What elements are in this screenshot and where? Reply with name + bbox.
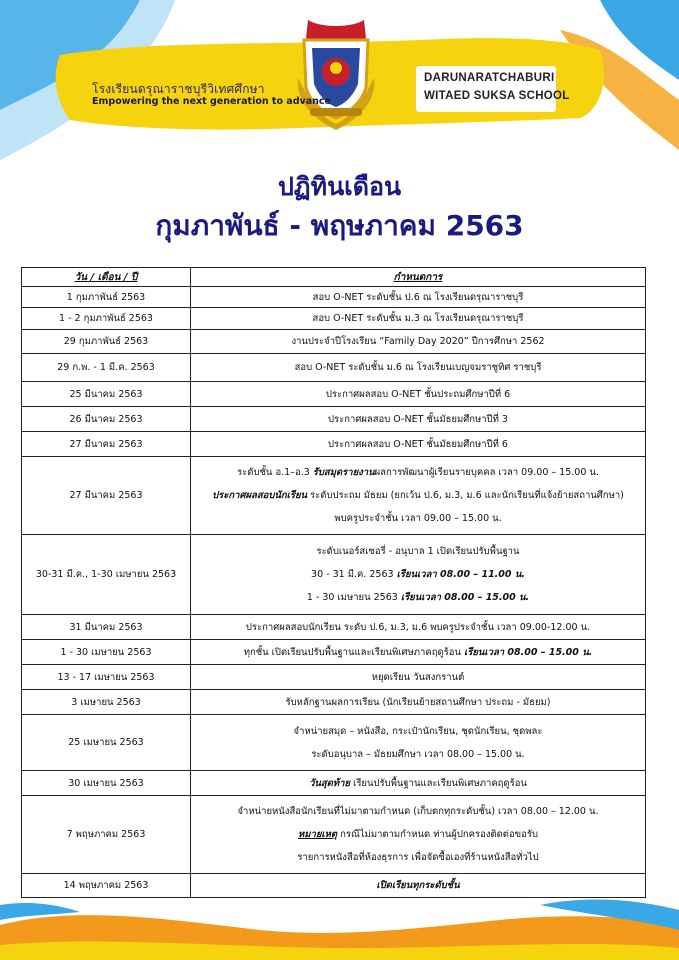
- event-line: [195, 823, 641, 846]
- table-row: [22, 330, 646, 354]
- table-row: [22, 382, 646, 407]
- header-date: วัน / เดือน / ปี: [22, 268, 191, 287]
- event-text: ทุกชั้น เปิดเรียนปรับพื้นฐานและเรียนพิเศษภาคฤดูร้อน: [243, 646, 464, 658]
- row-date: 31 มีนาคม 2563: [22, 615, 191, 640]
- event-note-label: หมายเหตุ: [297, 829, 338, 840]
- table-row: [22, 874, 646, 898]
- event-line: [195, 484, 641, 507]
- table-row: [22, 308, 646, 330]
- school-name-thai: โรงเรียนดรุณาราชบุรีวิเทศศึกษา: [92, 82, 265, 96]
- event-line: ระดับเนอร์สเซอรี่ - อนุบาล 1 เปิดเรียนปรับพื้นฐาน: [316, 546, 520, 557]
- row-date: 1 กุมภาพันธ์ 2563: [22, 287, 191, 308]
- header-schedule: กำหนดการ: [191, 268, 646, 287]
- event-text: ผลการพัฒนาผู้เรียนรายบุคคล เวลา 09.00 – 15.00 น.: [374, 467, 599, 478]
- row-event: [191, 715, 646, 771]
- row-date: 30-31 มี.ค., 1-30 เมษายน 2563: [22, 535, 191, 615]
- row-date: 27 มีนาคม 2563: [22, 457, 191, 535]
- row-event: [191, 796, 646, 874]
- row-event: งานประจำปีโรงเรียน “Family Day 2020” ปีการศึกษา 2562: [191, 330, 646, 354]
- row-event: [191, 457, 646, 535]
- row-event: รับหลักฐานผลการเรียน (นักเรียนย้ายสถานศึกษา ประถม - มัธยม): [191, 690, 646, 715]
- event-line: จำหน่ายสมุด – หนังสือ, กระเป๋านักเรียน, ชุดนักเรียน, ชุดพละ: [293, 725, 543, 737]
- row-date: 13 - 17 เมษายน 2563: [22, 665, 191, 690]
- school-name-en-line1: DARUNARATCHABURI: [424, 72, 555, 84]
- event-text: 30 - 31 มี.ค. 2563: [311, 569, 397, 580]
- row-date: 25 เมษายน 2563: [22, 715, 191, 771]
- table-row: [22, 771, 646, 796]
- table-row: [22, 665, 646, 690]
- table-row: [22, 432, 646, 457]
- row-event: สอบ O-NET ระดับชั้น ม.3 ณ โรงเรียนดรุณาราชบุรี: [191, 308, 646, 330]
- row-event: [191, 771, 646, 796]
- table-row: [22, 354, 646, 382]
- table-row: [22, 715, 646, 771]
- page-title: ปฏิทินเดือน: [277, 172, 402, 201]
- event-text: ระดับประถม มัธยม (ยกเว้น ป.6, ม.3, ม.6 และนักเรียนที่แจ้งย้ายสถานศึกษา): [307, 490, 624, 501]
- table-row: [22, 615, 646, 640]
- row-date: 25 มีนาคม 2563: [22, 382, 191, 407]
- row-date: 1 - 30 เมษายน 2563: [22, 640, 191, 665]
- row-date: 29 กุมภาพันธ์ 2563: [22, 330, 191, 354]
- event-emphasis: ประกาศผลสอบนักเรียน: [212, 490, 308, 501]
- event-emphasis: รับสมุดรายงาน: [312, 467, 375, 478]
- row-event: ประกาศผลสอบ O-NET ชั้นมัธยมศึกษาปีที่ 6: [191, 432, 646, 457]
- table-row: [22, 640, 646, 665]
- table-header-row: [22, 268, 646, 287]
- event-emphasis: เรียนเวลา 08.00 – 15.00 น.: [400, 592, 530, 603]
- event-text: เรียนปรับพื้นฐานและเรียนพิเศษภาคฤดูร้อน: [350, 777, 527, 789]
- row-event: สอบ O-NET ระดับชั้น ม.6 ณ โรงเรียนเบญจมราชูทิศ ราชบุรี: [191, 354, 646, 382]
- row-date: 26 มีนาคม 2563: [22, 407, 191, 432]
- row-event: ประกาศผลสอบนักเรียน ระดับ ป.6, ม.3, ม.6 พบครูประจำชั้น เวลา 09.00-12.00 น.: [191, 615, 646, 640]
- table-row: [22, 287, 646, 308]
- event-line: ระดับอนุบาล – มัธยมศึกษา เวลา 08.00 – 15.00 น.: [311, 748, 525, 760]
- school-tagline: Empowering the next generation to advance: [92, 96, 331, 107]
- table-row: [22, 407, 646, 432]
- row-date: 30 เมษายน 2563: [22, 771, 191, 796]
- table-row: [22, 796, 646, 874]
- row-event: สอบ O-NET ระดับชั้น ป.6 ณ โรงเรียนดรุณาราชบุรี: [191, 287, 646, 308]
- row-date: 27 มีนาคม 2563: [22, 432, 191, 457]
- row-event: [191, 640, 646, 665]
- table-row: [22, 690, 646, 715]
- row-date: 29 ก.พ. - 1 มี.ค. 2563: [22, 354, 191, 382]
- event-emphasis: วันสุดท้าย: [309, 777, 351, 789]
- row-event: [191, 535, 646, 615]
- row-event: ประกาศผลสอบ O-NET ชั้นมัธยมศึกษาปีที่ 3: [191, 407, 646, 432]
- row-event: หยุดเรียน วันสงกรานต์: [191, 665, 646, 690]
- event-text: กรณีไม่มาตามกำหนด ท่านผู้ปกครองติดต่อขอรับ: [337, 829, 539, 840]
- event-line: รายการหนังสือที่ห้องธุรการ เพื่อจัดซื้อเองที่ร้านหนังสือทั่วไป: [297, 852, 539, 863]
- row-event: เปิดเรียนทุกระดับชั้น: [191, 874, 646, 898]
- event-line: [195, 563, 641, 586]
- event-text: 1 - 30 เมษายน 2563: [306, 592, 401, 603]
- event-line: [195, 586, 641, 609]
- school-name-en-line2: WITAED SUKSA SCHOOL: [424, 90, 570, 102]
- table-row: [22, 457, 646, 535]
- table-row: [22, 535, 646, 615]
- row-date: 7 พฤษภาคม 2563: [22, 796, 191, 874]
- event-line: พบครูประจำชั้น เวลา 09.00 – 15.00 น.: [334, 513, 502, 524]
- row-event: ประกาศผลสอบ O-NET ชั้นประถมศึกษาปีที่ 6: [191, 382, 646, 407]
- page-subtitle: กุมภาพันธ์ - พฤษภาคม 2563: [155, 209, 524, 242]
- event-emphasis: เรียนเวลา 08.00 – 11.00 น.: [396, 569, 525, 580]
- calendar-table: [21, 267, 646, 898]
- event-line: [195, 461, 641, 484]
- event-text: ระดับชั้น อ.1–อ.3: [237, 467, 313, 478]
- event-line: จำหน่ายหนังสือนักเรียนที่ไม่มาตามกำหนด (เก็บตกทุกระดับชั้น) เวลา 08.00 – 12.00 น.: [237, 806, 599, 817]
- row-date: 3 เมษายน 2563: [22, 690, 191, 715]
- row-date: 14 พฤษภาคม 2563: [22, 874, 191, 898]
- event-emphasis: เรียนเวลา 08.00 – 15.00 น.: [463, 646, 593, 658]
- row-date: 1 - 2 กุมภาพันธ์ 2563: [22, 308, 191, 330]
